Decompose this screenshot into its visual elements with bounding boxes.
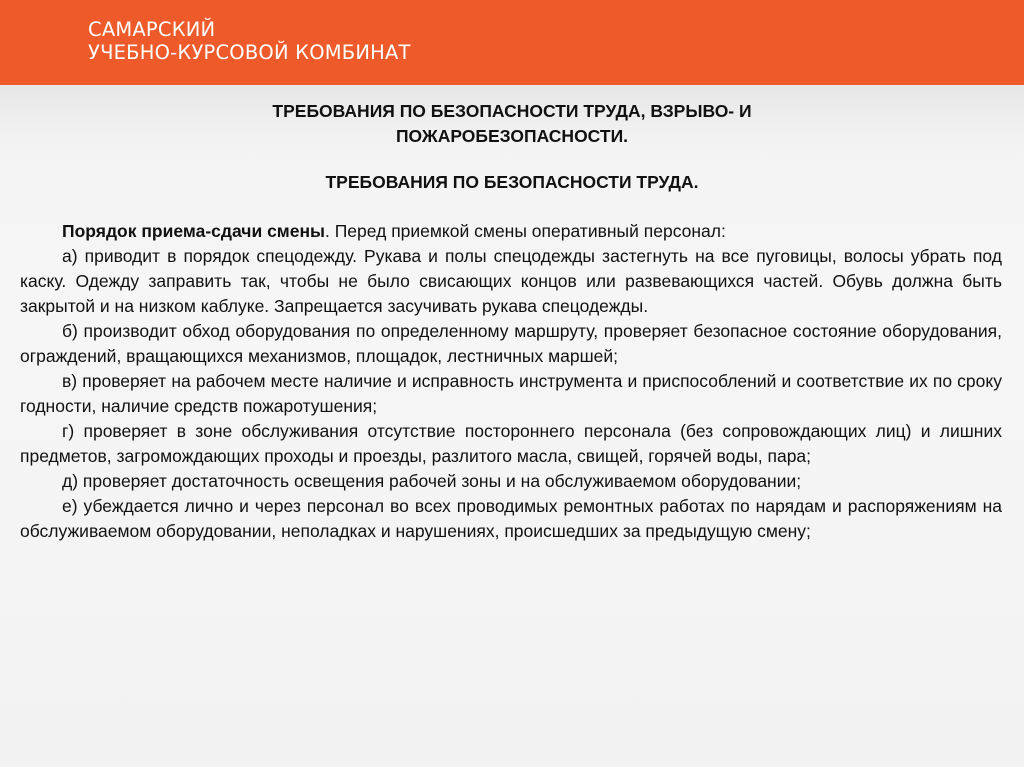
slide-title-line-1: ТРЕБОВАНИЯ ПО БЕЗОПАСНОСТИ ТРУДА, ВЗРЫВО- И [272,101,752,121]
list-item-b: б) производит обход оборудования по определенному маршруту, проверяет безопасное состояние оборудования, ограждений, вращающихся механизмов, площадок, лестничных маршей; [20,321,1002,366]
list-item-d: д) проверяет достаточность освещения рабочей зоны и на обслуживаемом оборудовании; [62,471,802,491]
list-item-a: а) приводит в порядок спецодежду. Рукава и полы спецодежды застегнуть на все пуговицы, волосы убрать под каску. Одежду заправить так, чтобы не было свисающих концов или развевающихся частей. Обувь должна быть закрытой и на низком каблуке. Запрещается засучивать рукава спецодежды. [20,246,1002,316]
slide-subtitle: ТРЕБОВАНИЯ ПО БЕЗОПАСНОСТИ ТРУДА. [325,172,699,192]
intro-text: . Перед приемкой смены оперативный персонал: [325,221,726,241]
list-item-e: е) убеждается лично и через персонал во всех проводимых ремонтных работах по нарядам и распоряжениям на обслуживаемом оборудовании, неполадках и нарушениях, происшедших за предыдущую смену; [20,496,1002,541]
slide-title [130,99,894,149]
list-item-g: г) проверяет в зоне обслуживания отсутствие постороннего персонала (без сопровождающих лиц) и лишних предметов, загромождающих проходы и проезды, разлитого масла, свищей, горячей воды, пара; [20,421,1002,466]
slide-content [0,85,1024,767]
brand-line-1: САМАРСКИЙ [88,18,216,41]
intro-paragraph [20,219,1002,244]
intro-label: Порядок приема-сдачи смены [62,221,325,241]
brand-logo-text [88,18,411,64]
header-band [0,0,1024,85]
slide-body [20,219,1002,544]
list-item-v: в) проверяет на рабочем месте наличие и исправность инструмента и приспособлений и соответствие их по сроку годности, наличие средств пожаротушения; [20,371,1002,416]
brand-line-2: УЧЕБНО-КУРСОВОЙ КОМБИНАТ [88,41,411,64]
slide-title-line-2: ПОЖАРОБЕЗОПАСНОСТИ. [395,126,629,146]
